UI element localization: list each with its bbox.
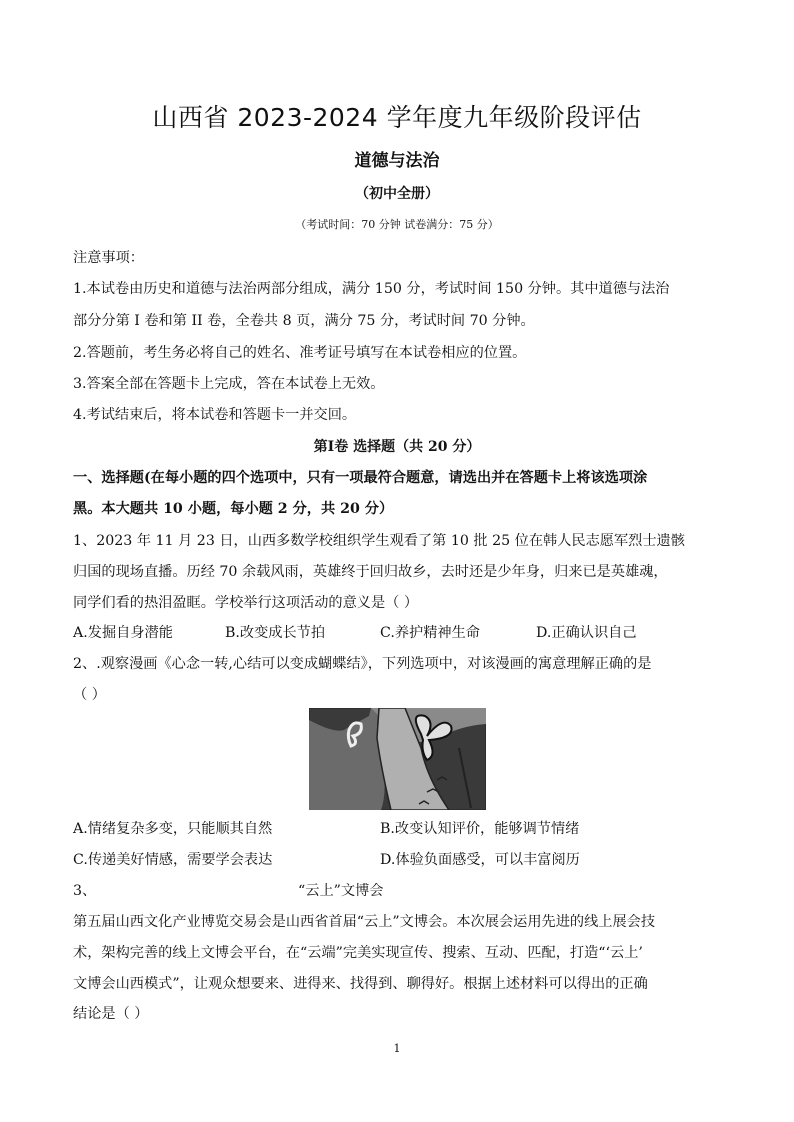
section-instruction-line-1: 一、选择题(在每小题的四个选项中，只有一项最符合题意，请选出并在答题卡上将该选项涂 xyxy=(73,470,648,486)
q2-line-2: （ ） xyxy=(73,687,106,703)
q1-options xyxy=(73,622,733,642)
q1-line-2: 归国的现场直播。历经 70 余载风雨，英雄终于回归故乡，去时还是少年身，归来已是英雄魂， xyxy=(73,564,668,580)
notice-item-1-line-1: 1.本试卷由历史和道德与法治两部分组成，满分 150 分，考试时间 150 分钟。其中道德与法治 xyxy=(73,281,670,297)
q3-number: 3、 xyxy=(73,883,97,899)
q3-line-2: 术，架构完善的线上文博会平台，在“云端”完美实现宣传、搜索、互动、匹配，打造“‘云上’ xyxy=(73,945,643,961)
q2-line-1: 2、.观察漫画《心念一转,心结可以变成蝴蝶结》，下列选项中，对该漫画的寓意理解正确的是 xyxy=(73,656,652,672)
q1-line-1: 1、2023 年 11 月 23 日，山西多数学校组织学生观看了第 10 批 25 位在韩人民志愿军烈士遗骸 xyxy=(73,533,685,549)
section-title: 第Ⅰ卷 选择题（共 20 分） xyxy=(313,439,481,455)
q2-option-c: C.传递美好情感，需要学会表达 xyxy=(73,852,273,868)
notice-item-2: 2.答题前，考生务必将自己的姓名、准考证号填写在本试卷相应的位置。 xyxy=(73,345,527,361)
q1-line-3: 同学们看的热泪盈眶。学校举行这项活动的意义是（ ） xyxy=(73,595,419,611)
exam-info: （考试时间：70 分钟 试卷满分：75 分） xyxy=(295,218,499,231)
q2-options-row-2 xyxy=(73,849,733,869)
cartoon-image xyxy=(309,708,486,810)
q1-option-c: C.养护精神生命 xyxy=(380,625,480,641)
subject-title: 道德与法治 xyxy=(354,151,440,171)
q3-line-1: 第五届山西文化产业博览交易会是山西省首届“云上”文博会。本次展会运用先进的线上展会技 xyxy=(73,914,656,930)
section-instruction-line-2: 黑。本大题共 10 小题，每小题 2 分，共 20 分） xyxy=(73,501,394,517)
q3-line-3: 文博会山西模式”，让观众想要来、进得来、找得到、聊得好。根据上述材料可以得出的正确 xyxy=(73,976,648,992)
q1-option-b: B.改变成长节拍 xyxy=(225,625,326,641)
scope-label: （初中全册） xyxy=(355,186,439,202)
q2-option-a: A.情绪复杂多变，只能顺其自然 xyxy=(73,821,273,837)
page-number: 1 xyxy=(393,1042,401,1055)
notice-item-1-line-2: 部分分第 I 卷和第 II 卷，全卷共 8 页，满分 75 分，考试时间 70 分钟。 xyxy=(73,313,535,329)
exam-title: 山西省 2023-2024 学年度九年级阶段评估 xyxy=(152,103,642,132)
q2-option-b: B.改变认知评价，能够调节情绪 xyxy=(380,821,580,837)
q1-option-a: A.发掘自身潜能 xyxy=(73,625,173,641)
q2-options-row-1 xyxy=(73,818,733,838)
q3-heading: “云上”文博会 xyxy=(298,883,384,899)
q3-line-4: 结论是（ ） xyxy=(73,1006,149,1022)
notice-item-3: 3.答案全部在答题卡上完成，答在本试卷上无效。 xyxy=(73,376,385,392)
q2-option-d: D.体验负面感受，可以丰富阅历 xyxy=(380,852,580,868)
notice-heading: 注意事项： xyxy=(73,250,144,266)
q1-option-d: D.正确认识自己 xyxy=(536,625,637,641)
notice-item-4: 4.考试结束后，将本试卷和答题卡一并交回。 xyxy=(73,407,357,423)
